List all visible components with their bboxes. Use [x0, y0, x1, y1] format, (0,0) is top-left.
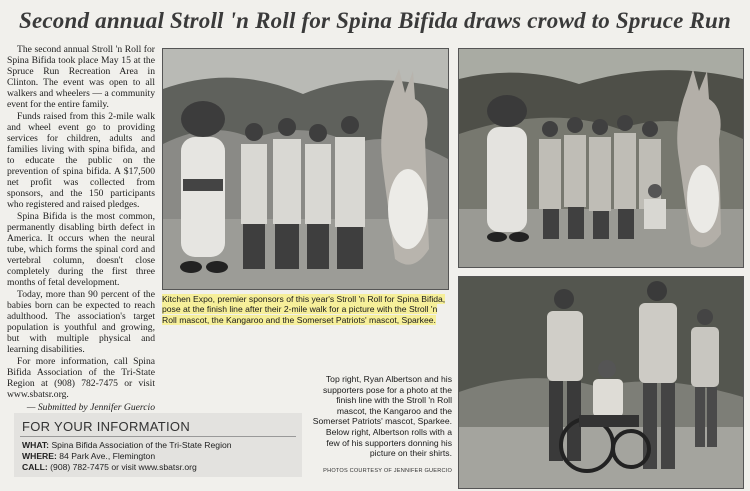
info-where-value: 84 Park Ave., Flemington — [59, 451, 156, 461]
photo-caption-side: Top right, Ryan Albertson and his supporters pose for a photo at the finish line with the Stroll 'n Roll mascot, the Kangaroo and the Somerset Patriots' mascot, Sparkee. Below right, Albertson rolls with a few of his supporters donning his picture on their shirts. — [312, 374, 452, 459]
info-box-title: FOR YOUR INFORMATION — [22, 419, 191, 434]
photo-kitchen-expo-group — [162, 48, 449, 290]
caption-highlight: Kitchen Expo, premier sponsors of this year's Stroll 'n Roll for Spina Bifida, pose at the finish line after their 2-mile walk for a picture with the Stroll 'n Roll mascot, the Kangaroo and the Somerset Patriots' mascot, Sparkee. — [162, 294, 446, 325]
article-paragraph: Today, more than 90 percent of the babies born can be expected to reach adulthood. The association's target population is youthful and growing, but with multiple physical and learning disabilities. — [7, 289, 155, 355]
photo-image — [163, 49, 448, 289]
photo-albertson-rolling — [458, 276, 744, 489]
photo-albertson-supporters — [458, 48, 744, 268]
info-where-row — [22, 451, 232, 462]
photo-credit: PHOTOS COURTESY OF JENNIFER GUERCIO — [323, 468, 452, 474]
article-paragraph: For more information, call Spina Bifida Association of the Tri-State Region at (908) 782-7475 or visit www.sbatsr.org. — [7, 356, 155, 400]
info-call-value: (908) 782-7475 or visit www.sbatsr.org — [50, 462, 197, 472]
info-call-row — [22, 462, 232, 473]
info-call-label: CALL: — [22, 462, 48, 472]
photo-caption-main — [162, 294, 449, 325]
article-paragraph: Spina Bifida is the most common, permanently disabling birth defect in America. It occurs when the neural tube, which forms the spinal cord and vertebral column, doesn't close completely during the first three months of fetal development. — [7, 211, 155, 288]
article-paragraph: Funds raised from this 2-mile walk and wheel event go to providing services for children, adults and families living with spina bifida, and to educate the public on the prevention of spina bifida. A $17,500 net profit was collected from sponsors, and the 150 participants who registered and raised pledges. — [7, 111, 155, 210]
photo-image — [459, 277, 743, 488]
article-body — [7, 44, 155, 414]
info-box — [14, 413, 302, 477]
info-box-divider — [20, 436, 296, 437]
photo-image — [459, 49, 743, 267]
byline: — Submitted by Jennifer Guercio — [26, 402, 155, 413]
info-what-label: WHAT: — [22, 440, 50, 450]
info-box-lines — [22, 440, 232, 473]
headline: Second annual Stroll 'n Roll for Spina Bifida draws crowd to Spruce Run — [18, 8, 732, 33]
info-what-value: Spina Bifida Association of the Tri-State Region — [51, 440, 232, 450]
info-what-row — [22, 440, 232, 451]
article-paragraph: The second annual Stroll 'n Roll for Spina Bifida took place May 15 at the Spruce Run Recreation Area in Clinton. The event was open to all walkers and wheelers — a community event for the entire family. — [7, 44, 155, 110]
info-where-label: WHERE: — [22, 451, 57, 461]
